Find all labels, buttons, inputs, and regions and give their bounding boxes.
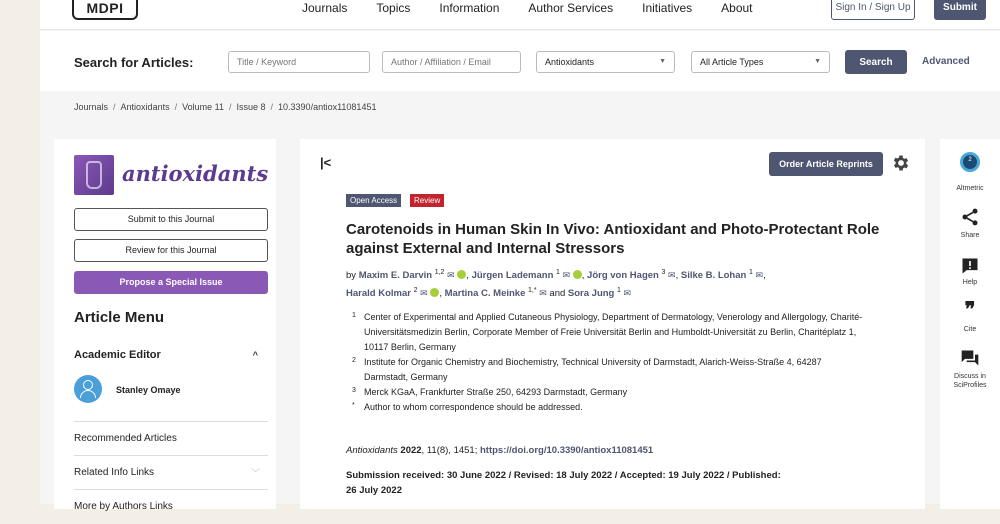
share-label[interactable]: Share [960,232,980,239]
discuss-label[interactable]: Discuss in SciProfiles [953,373,987,389]
author-link[interactable]: Jörg von Hagen [587,270,659,282]
propose-special-issue-button[interactable]: Propose a Special Issue [74,271,268,294]
nav-topics[interactable]: Topics [376,1,411,15]
open-access-badge: Open Access [346,194,401,207]
affiliation-number: 3 [352,387,356,394]
chevron-up-icon: ^ [252,350,258,360]
search-bar [40,31,1000,91]
menu-item-label: Recommended Articles [74,433,177,444]
breadcrumb-journals[interactable]: Journals [74,102,109,112]
email-icon[interactable]: ✉ [420,288,428,299]
and-label: and [549,288,566,300]
search-button[interactable]: Search [845,50,907,74]
author-sup: 1 [617,287,621,295]
breadcrumb-volume[interactable]: Volume 11 [182,102,224,112]
affiliation-text: Institute for Organic Chemistry and Biochemistry, Technical University of Darmstadt, Alarich-Weiss-Straße 4, 64287 Darmstadt, Germany [364,357,822,382]
caret-down-icon: ▼ [659,58,666,65]
right-rail [940,139,1000,509]
journal-name[interactable]: antioxidants [122,161,269,186]
share-icon[interactable] [960,207,980,227]
author-link[interactable]: Maxim E. Darvin [358,270,433,282]
search-title: Search for Articles: [74,55,194,70]
main-nav-links [302,1,782,15]
author-sup: 1 [748,269,753,276]
order-reprints-button[interactable]: Order Article Reprints [769,152,883,176]
background-strip [0,0,40,504]
citation-year: 2022 [400,445,422,456]
author-link[interactable]: Jürgen Lademann [471,270,554,282]
author-sup: 2 [413,287,418,295]
nav-about[interactable]: About [721,1,753,15]
article-type-select-value: All Article Types [700,57,764,67]
chevron-down-icon: ﹀ [250,468,260,478]
gear-icon[interactable] [891,153,911,173]
page [40,0,1000,512]
author-sup: 1,* [528,287,537,295]
breadcrumb-issue[interactable]: Issue 8 [236,102,266,112]
affiliation-item [346,400,866,415]
affiliations [346,310,866,415]
author-link[interactable]: Silke B. Lohan [680,270,747,282]
email-icon[interactable]: ✉ [755,270,764,281]
help-label[interactable]: Help [962,279,978,286]
review-for-journal-button[interactable]: Review for this Journal [74,239,268,262]
affiliation-text: Center of Experimental and Applied Cutaneous Physiology, Department of Dermatology, Venerology and Allergology, Charité-Universitätsmedizin Berlin, Corporate Member of Freie Universität Berlin and Humboldt-Universität zu Berlin, Charitéplatz 1, 10117 Berlin, Germany [364,312,863,352]
affiliation-item [346,385,866,400]
review-badge: Review [410,194,444,207]
top-nav [40,0,1000,30]
journal-select[interactable] [536,51,675,73]
email-icon[interactable]: ✉ [539,288,547,299]
email-icon[interactable]: ✉ [562,270,571,281]
journal-logo-icon[interactable] [74,155,114,195]
nav-information[interactable]: Information [439,1,500,15]
affiliation-number: 1 [352,312,356,319]
affiliation-item [346,355,866,385]
article-title: Carotenoids in Human Skin In Vivo: Antioxidant and Photo-Protectant Role against External and Internal Stressors [346,221,880,257]
submit-button[interactable]: Submit [934,0,986,20]
advanced-search-link[interactable]: Advanced [922,56,970,67]
article-menu-title: Article Menu [74,309,165,326]
nav-journals[interactable]: Journals [302,1,348,15]
menu-related-info-links[interactable] [74,455,268,489]
altmetric-badge-icon[interactable] [960,152,980,172]
journal-sidebar [54,139,276,512]
doi-link[interactable]: https://doi.org/10.3390/antiox11081451 [480,445,654,456]
cite-label[interactable]: Cite [963,326,977,333]
author-sup: 1,2 [434,269,445,276]
help-icon[interactable] [960,256,980,276]
affiliation-item [346,310,866,355]
academic-editor-label: Academic Editor [74,349,161,361]
quote-icon[interactable]: ❞ [964,297,976,321]
menu-item-label: More by Authors Links [74,501,173,512]
altmetric-label[interactable]: Altmetric [956,185,984,192]
breadcrumb-antioxidants[interactable]: Antioxidants [120,102,170,112]
menu-recommended-articles[interactable] [74,421,268,455]
article-main [300,139,925,509]
author-link[interactable]: Harald Kolmar [346,288,411,300]
menu-more-by-authors-links[interactable] [74,489,268,523]
author-link[interactable]: Sora Jung [567,288,615,300]
orcid-icon[interactable] [430,288,439,297]
citation [346,445,653,456]
breadcrumb: Journals / Antioxidants / Volume 11 / Issue 8 / 10.3390/antiox11081451 [74,102,377,112]
orcid-icon[interactable] [573,270,582,279]
sign-in-button[interactable]: Sign In / Sign Up [831,0,915,20]
breadcrumb-doi: 10.3390/antiox11081451 [278,102,377,112]
author-link[interactable]: Martina C. Meinke [444,288,526,300]
email-icon[interactable]: ✉ [623,288,632,299]
academic-editor-toggle[interactable] [74,349,268,361]
affiliation-text: Merck KGaA, Frankfurter Straße 250, 64293 Darmstadt, Germany [364,387,628,397]
affiliation-text: Author to whom correspondence should be addressed. [364,402,583,412]
user-avatar-icon [74,375,102,403]
editor-name[interactable]: Stanley Omaye [116,385,181,395]
publication-dates: Submission received: 30 June 2022 / Revised: 18 July 2022 / Accepted: 19 July 2022 / Published: 26 July 2022 [346,470,781,496]
email-icon[interactable]: ✉ [447,270,455,281]
collapse-sidebar-icon[interactable]: |< [320,155,332,170]
author-search-input[interactable] [382,51,521,73]
orcid-icon[interactable] [457,270,466,279]
submit-to-journal-button[interactable]: Submit to this Journal [74,208,268,231]
affiliation-number: * [352,402,355,409]
affiliation-number: 2 [352,357,356,364]
menu-item-label: Related Info Links [74,467,155,478]
author-list: by Maxim E. Darvin $^{1,2}$ ✉ , Jürgen Lademann $^1$ ✉ , Jörg von Hagen $^3$ ✉, Silke B. Lohan $^1$ ✉, Harald Kolmar $^2$ ✉ , Martina C. Meinke $^{1,*}$ ✉ and Sora Jung $^1$ ✉ [346,269,766,300]
citation-volume-issue: , 11(8), 1451; [421,445,478,456]
keyword-search-input[interactable] [228,51,370,73]
email-icon[interactable]: ✉ [668,270,676,281]
journal-select-value: Antioxidants [545,57,595,67]
discuss-icon[interactable] [960,348,980,368]
nav-initiatives[interactable]: Initiatives [642,1,693,15]
nav-author-services[interactable]: Author Services [528,1,614,15]
mdpi-logo[interactable]: MDPI [72,0,138,20]
by-label: by [346,270,357,282]
citation-journal: Antioxidants [346,445,398,456]
author-sup: 1 [556,269,560,276]
author-sup: 3 [661,269,666,276]
caret-down-icon: ▼ [814,58,821,65]
article-type-select[interactable] [691,51,830,73]
